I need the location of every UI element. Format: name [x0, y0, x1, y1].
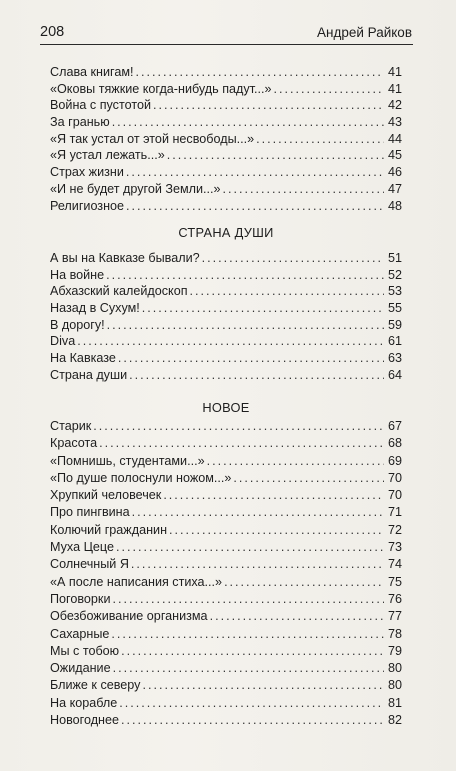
dot-leader [153, 97, 384, 114]
toc-entry-page: 61 [387, 334, 402, 349]
toc-entry-page: 51 [387, 251, 402, 265]
dot-leader [169, 522, 384, 539]
toc-entry [50, 300, 402, 317]
toc-entry-page: 72 [387, 522, 402, 537]
dot-leader [223, 181, 384, 198]
toc-entry-title: Про пингвина [50, 505, 130, 520]
toc-entry-title: Поговорки [50, 591, 111, 606]
dot-leader [224, 574, 384, 591]
running-header-author: Андрей Райков [317, 25, 412, 40]
toc-entry [50, 64, 402, 81]
toc-entry-title: Сахарные [50, 626, 110, 641]
toc-entry-title: Хрупкий человечек [50, 488, 162, 503]
toc-entry [50, 643, 402, 660]
toc-entry-page: 82 [387, 713, 402, 728]
toc-entry-page: 64 [387, 367, 402, 382]
toc-entry-page: 77 [387, 609, 402, 624]
toc-entry-page: 81 [387, 695, 402, 710]
toc-entry-title: Солнечный Я [50, 557, 129, 572]
toc-entry [50, 591, 402, 608]
toc-entry-page: 47 [387, 181, 402, 196]
dot-leader [142, 300, 384, 317]
dot-leader [121, 643, 384, 660]
toc-entry-page: 80 [387, 661, 402, 676]
toc-entry [50, 453, 402, 470]
toc-entry-page: 43 [387, 115, 402, 130]
dot-leader [118, 350, 384, 367]
dot-leader [210, 608, 384, 625]
toc-section-1 [50, 64, 402, 214]
toc-entry-title: Религиозное [50, 198, 125, 213]
toc-entry [50, 333, 402, 350]
toc-entry-title: На Кавказе [50, 351, 116, 366]
section-title-novoe: НОВОЕ [202, 400, 250, 415]
dot-leader [167, 147, 384, 164]
section-title-strana-dushi: СТРАНА ДУШИ [178, 225, 274, 240]
dot-leader [106, 267, 384, 284]
toc-entry [50, 677, 402, 694]
toc-entry-title: Мы с тобою [50, 643, 120, 658]
toc-entry [50, 660, 402, 677]
toc-entry-title: Муха Цеце [50, 540, 114, 555]
dot-leader [126, 164, 384, 181]
header-rule [40, 44, 413, 45]
toc-entry-title: «По душе полоснули ножом...» [50, 470, 232, 485]
toc-entry-title: Diva [50, 334, 76, 349]
toc-entry-page: 41 [387, 81, 402, 96]
toc-entry [50, 608, 402, 625]
dot-leader [129, 367, 384, 384]
toc-entry [50, 695, 402, 712]
toc-entry [50, 504, 402, 521]
toc-entry-page: 75 [387, 574, 402, 589]
toc-entry-page: 53 [387, 284, 402, 299]
running-header [40, 20, 412, 40]
toc-entry [50, 367, 402, 384]
toc-entry [50, 418, 402, 435]
toc-entry [50, 626, 402, 643]
toc-entry [50, 539, 402, 556]
dot-leader [163, 487, 384, 504]
toc-entry-page: 78 [387, 626, 402, 641]
dot-leader [256, 131, 384, 148]
toc-entry [50, 487, 402, 504]
toc-entry [50, 712, 402, 729]
toc-entry [50, 470, 402, 487]
toc-entry-page: 46 [387, 165, 402, 180]
toc-entry [50, 97, 402, 114]
toc-entry [50, 131, 402, 148]
toc-entry-page: 80 [387, 678, 402, 693]
dot-leader [112, 591, 384, 608]
dot-leader [99, 435, 384, 452]
dot-leader [274, 81, 384, 98]
toc-entry [50, 522, 402, 539]
toc-entry-title: На войне [50, 267, 105, 282]
dot-leader [121, 712, 384, 729]
toc-entry-title: А вы на Кавказе бывали? [50, 251, 200, 265]
toc-section-2 [50, 250, 402, 384]
dot-leader [131, 556, 384, 573]
toc-entry-title: Старик [50, 419, 92, 433]
toc-entry-title: Слава книгам! [50, 65, 134, 79]
toc-entry [50, 283, 402, 300]
toc-entry-title: Новогоднее [50, 713, 120, 728]
toc-entry-page: 55 [387, 301, 402, 316]
toc-entry [50, 181, 402, 198]
toc-entry-title: «Я устал лежать...» [50, 148, 165, 163]
toc-entry-title: Ожидание [50, 661, 111, 676]
dot-leader [93, 418, 384, 435]
toc-entry-title: «А после написания стиха...» [50, 574, 223, 589]
dot-leader [132, 504, 384, 521]
toc-entry-title: В дорогу! [50, 317, 105, 332]
toc-entry-page: 42 [387, 98, 402, 113]
toc-entry [50, 164, 402, 181]
toc-entry-page: 52 [387, 267, 402, 282]
dot-leader [135, 64, 384, 81]
toc-entry-title: Назад в Сухум! [50, 301, 140, 316]
toc-entry-page: 41 [387, 65, 402, 79]
toc-section-3 [50, 418, 402, 729]
toc-entry-page: 73 [387, 540, 402, 555]
toc-entry-page: 63 [387, 351, 402, 366]
toc-entry-title: «Я так устал от этой несвободы...» [50, 131, 255, 146]
dot-leader [207, 453, 384, 470]
dot-leader [190, 283, 384, 300]
dot-leader [233, 470, 384, 487]
toc-entry [50, 250, 402, 267]
toc-entry-page: 48 [387, 198, 402, 213]
toc-entry-title: Обезбоживание организма [50, 609, 208, 624]
dot-leader [112, 114, 384, 131]
toc-entry-title: За гранью [50, 115, 110, 130]
toc-entry-page: 69 [387, 453, 402, 468]
toc-entry [50, 350, 402, 367]
toc-entry-title: На корабле [50, 695, 118, 710]
toc-entry-title: «Помнишь, студентами...» [50, 453, 205, 468]
dot-leader [142, 677, 384, 694]
toc-entry [50, 574, 402, 591]
toc-entry-title: Страна души [50, 367, 128, 382]
toc-entry-title: Страх жизни [50, 165, 124, 180]
toc-entry [50, 198, 402, 215]
dot-leader [77, 333, 384, 350]
toc-entry-title: Абхазский калейдоскоп [50, 284, 188, 299]
toc-entry-page: 68 [387, 436, 402, 451]
toc-entry-page: 70 [387, 470, 402, 485]
toc-entry [50, 556, 402, 573]
dot-leader [202, 250, 384, 267]
toc-entry-title: Ближе к северу [50, 678, 141, 693]
dot-leader [111, 626, 384, 643]
toc-entry-title: Красота [50, 436, 98, 451]
toc-entry-page: 79 [387, 643, 402, 658]
toc-entry [50, 317, 402, 334]
toc-entry-page: 71 [387, 505, 402, 520]
toc-entry-title: «Оковы тяжкие когда-нибудь падут...» [50, 81, 272, 96]
dot-leader [119, 695, 384, 712]
toc-entry-page: 70 [387, 488, 402, 503]
page-number: 208 [40, 24, 65, 40]
toc-entry-page: 76 [387, 591, 402, 606]
toc-entry-page: 67 [387, 419, 402, 433]
toc-entry-title: Война с пустотой [50, 98, 151, 113]
toc-entry [50, 81, 402, 98]
toc-entry-page: 59 [387, 317, 402, 332]
toc-entry [50, 114, 402, 131]
toc-entry [50, 267, 402, 284]
toc-entry-page: 45 [387, 148, 402, 163]
toc-entry-page: 44 [387, 131, 402, 146]
dot-leader [107, 317, 384, 334]
toc-entry-title: Колючий гражданин [50, 522, 168, 537]
toc-entry-title: «И не будет другой Земли...» [50, 181, 221, 196]
toc-entry [50, 435, 402, 452]
dot-leader [113, 660, 384, 677]
toc-entry [50, 147, 402, 164]
dot-leader [116, 539, 384, 556]
toc-entry-page: 74 [387, 557, 402, 572]
dot-leader [126, 198, 384, 215]
